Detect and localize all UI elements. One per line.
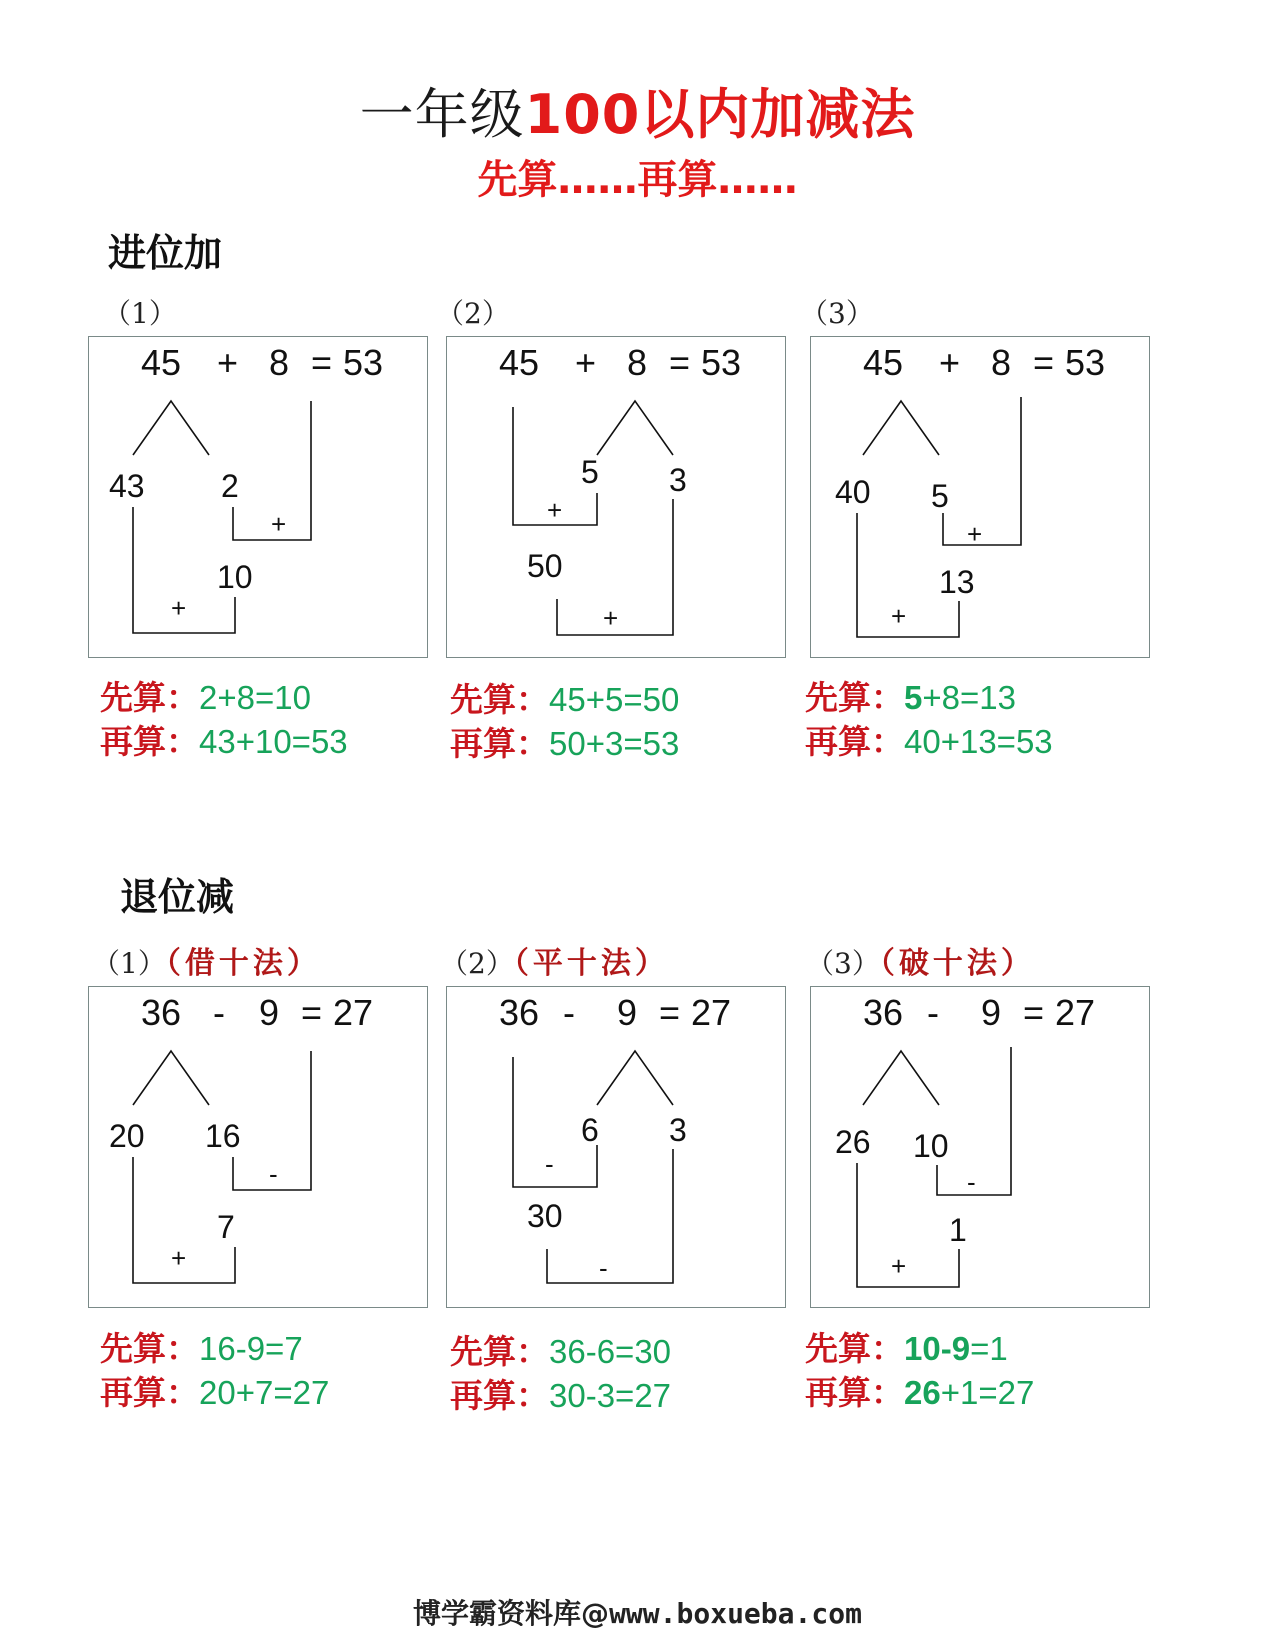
- section-heading-sub: 退位减: [120, 874, 235, 919]
- item-header: [806, 938, 1035, 982]
- diagram-box: [810, 336, 1150, 658]
- first-calc: 36-6=30: [549, 1333, 672, 1370]
- operator-sign: +: [603, 603, 619, 633]
- decomposition-diagram: [811, 337, 1151, 659]
- eq-equals: =: [669, 342, 691, 383]
- part-number: 6: [581, 1112, 599, 1148]
- operator-sign: +: [171, 1243, 187, 1273]
- section-heading-add: 进位加: [108, 230, 223, 275]
- eq-op: -: [213, 992, 225, 1033]
- calc-steps: [805, 676, 1053, 764]
- eq-equals: =: [301, 992, 323, 1033]
- page-subtitle: 先算……再算……: [477, 157, 798, 203]
- diagram-box: [446, 336, 786, 658]
- eq-left: 45: [863, 342, 904, 383]
- then-calc-bold: 26: [904, 1374, 941, 1411]
- item-header: [92, 938, 321, 982]
- decomposition-diagram: [811, 987, 1151, 1309]
- part-number: 2: [221, 468, 239, 504]
- diagram-box: [88, 986, 428, 1308]
- item-number: （2）: [436, 297, 510, 330]
- method-name: （破十法）: [879, 946, 1035, 981]
- method-name: （平十法）: [513, 946, 669, 981]
- then-label: 再算：: [450, 724, 549, 763]
- eq-result: 53: [701, 342, 742, 383]
- operator-sign: +: [967, 519, 983, 549]
- first-calc-bold: 10-9: [904, 1330, 971, 1367]
- title-topic: 100以内加减法: [524, 83, 916, 146]
- part-number: 30: [527, 1198, 563, 1234]
- eq-equals: =: [311, 342, 333, 383]
- then-calc: +1=27: [940, 1374, 1035, 1411]
- first-calc: 2+8=10: [199, 679, 311, 716]
- then-calc: 20+7=27: [199, 1374, 330, 1411]
- first-label: 先算：: [450, 680, 549, 719]
- eq-left: 36: [499, 992, 540, 1033]
- method-name: （借十法）: [165, 946, 321, 981]
- split-lines: [863, 1051, 939, 1105]
- part-number: 50: [527, 548, 563, 584]
- item-number: （1）: [92, 947, 166, 980]
- split-lines: [597, 1051, 673, 1105]
- item-number: （2）: [440, 947, 514, 980]
- eq-equals: =: [1023, 992, 1045, 1033]
- then-label: 再算：: [100, 722, 199, 761]
- part-number: 1: [949, 1212, 967, 1248]
- part-number: 26: [835, 1124, 871, 1160]
- first-label: 先算：: [100, 1329, 199, 1368]
- diagram-box: [810, 986, 1150, 1308]
- part-number: 40: [835, 474, 871, 510]
- operator-sign: +: [547, 495, 563, 525]
- operator-sign: -: [967, 1167, 976, 1197]
- calc-steps: [100, 1327, 329, 1415]
- eq-left: 45: [499, 342, 540, 383]
- part-number: 3: [669, 1112, 687, 1148]
- page-title: [0, 72, 1275, 149]
- eq-right: 9: [617, 992, 638, 1033]
- eq-result: 27: [333, 992, 374, 1033]
- decomposition-diagram: [89, 337, 429, 659]
- eq-left: 45: [141, 342, 182, 383]
- then-label: 再算：: [805, 1373, 904, 1412]
- then-label: 再算：: [450, 1376, 549, 1415]
- calc-steps: [450, 1330, 671, 1418]
- then-calc: 43+10=53: [199, 723, 348, 760]
- part-number: 5: [581, 454, 599, 490]
- calc-steps: [100, 676, 348, 764]
- eq-result: 27: [1055, 992, 1096, 1033]
- first-label: 先算：: [805, 1329, 904, 1368]
- eq-result: 53: [1065, 342, 1106, 383]
- first-label: 先算：: [805, 678, 904, 717]
- part-number: 43: [109, 468, 145, 504]
- bracket-line: [857, 1163, 959, 1287]
- part-number: 13: [939, 564, 975, 600]
- operator-sign: -: [545, 1149, 554, 1179]
- part-number: 20: [109, 1118, 145, 1154]
- first-calc: +8=13: [922, 679, 1016, 716]
- bracket-line: [547, 1149, 673, 1283]
- decomposition-diagram: [447, 337, 787, 659]
- item-number: （3）: [800, 297, 874, 330]
- first-calc: =1: [970, 1330, 1008, 1367]
- then-calc: 30-3=27: [549, 1377, 672, 1414]
- title-grade: 一年级: [359, 83, 525, 146]
- split-lines: [863, 401, 939, 455]
- operator-sign: +: [891, 601, 907, 631]
- footer-url: www.boxueba.com: [609, 1597, 862, 1630]
- item-number: （3）: [806, 947, 880, 980]
- operator-sign: -: [599, 1253, 608, 1283]
- eq-op: +: [575, 342, 597, 383]
- eq-right: 9: [981, 992, 1002, 1033]
- operator-sign: -: [269, 1159, 278, 1189]
- footer-source: 博学霸资料库@: [413, 1597, 610, 1630]
- part-number: 7: [217, 1209, 235, 1245]
- eq-right: 8: [991, 342, 1012, 383]
- diagram-box: [88, 336, 428, 658]
- eq-op: +: [939, 342, 961, 383]
- eq-left: 36: [141, 992, 182, 1033]
- part-number: 10: [913, 1128, 949, 1164]
- eq-result: 27: [691, 992, 732, 1033]
- eq-op: -: [927, 992, 939, 1033]
- first-label: 先算：: [100, 678, 199, 717]
- eq-result: 53: [343, 342, 384, 383]
- eq-left: 36: [863, 992, 904, 1033]
- eq-right: 9: [259, 992, 280, 1033]
- first-label: 先算：: [450, 1332, 549, 1371]
- calc-steps: [805, 1327, 1034, 1415]
- item-number: （1）: [103, 297, 177, 330]
- calc-steps: [450, 678, 679, 766]
- then-calc: 40+13=53: [904, 723, 1053, 760]
- decomposition-diagram: [89, 987, 429, 1309]
- diagram-box: [446, 986, 786, 1308]
- operator-sign: +: [171, 593, 187, 623]
- decomposition-diagram: [447, 987, 787, 1309]
- then-label: 再算：: [805, 722, 904, 761]
- eq-equals: =: [1033, 342, 1055, 383]
- then-calc: 50+3=53: [549, 725, 680, 762]
- operator-sign: +: [891, 1251, 907, 1281]
- part-number: 5: [931, 478, 949, 514]
- operator-sign: +: [271, 509, 287, 539]
- then-label: 再算：: [100, 1373, 199, 1412]
- footer-watermark: [0, 1592, 1275, 1632]
- eq-right: 8: [269, 342, 290, 383]
- first-calc: 45+5=50: [549, 681, 680, 718]
- first-calc: 16-9=7: [199, 1330, 303, 1367]
- part-number: 10: [217, 559, 253, 595]
- part-number: 3: [669, 462, 687, 498]
- split-lines: [133, 1051, 209, 1105]
- part-number: 16: [205, 1118, 241, 1154]
- eq-right: 8: [627, 342, 648, 383]
- split-lines: [597, 401, 673, 455]
- eq-op: -: [563, 992, 575, 1033]
- item-header: [440, 938, 669, 982]
- first-calc-bold: 5: [904, 679, 923, 716]
- eq-op: +: [217, 342, 239, 383]
- eq-equals: =: [659, 992, 681, 1033]
- split-lines: [133, 401, 209, 455]
